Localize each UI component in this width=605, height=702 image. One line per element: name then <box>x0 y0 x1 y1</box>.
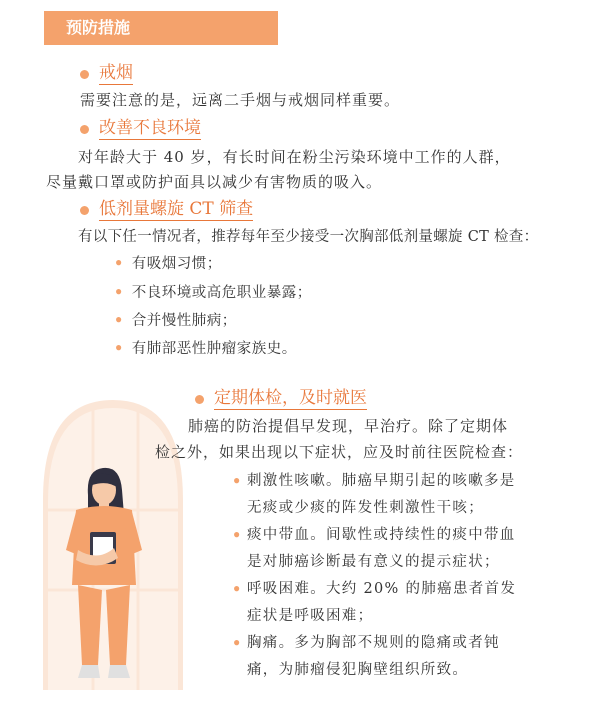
heading-ct-screening <box>80 199 253 221</box>
list-item: • 合并慢性肺病； <box>114 312 237 329</box>
heading-text: 改善不良环境 <box>99 118 201 138</box>
paragraph-checkup-line2: 检之外，如果出现以下症状，应及时前往医院检查： <box>155 443 524 461</box>
heading-text: 低剂量螺旋 CT 筛查 <box>99 199 254 219</box>
symptom-item: • 呼吸困难。大约 20% 的肺癌患者首发 症状是呼吸困难； <box>247 576 516 630</box>
heading-text: 定期体检，及时就医 <box>214 388 367 408</box>
bullet-dot-icon: • <box>232 581 243 598</box>
paragraph-checkup-line1: 肺癌的防治提倡早发现，早治疗。除了定期体 <box>188 417 509 435</box>
bullet-dot-icon <box>80 125 89 134</box>
list-item: • 有肺部恶性肿瘤家族史。 <box>114 340 297 357</box>
section-header-bar <box>44 11 278 45</box>
heading-quit-smoking <box>80 63 133 85</box>
heading-checkup <box>195 388 367 410</box>
bullet-dot-icon <box>80 70 89 79</box>
paragraph-ct-screening: 有以下任一情况者，推荐每年至少接受一次胸部低剂量螺旋 CT 检查： <box>78 229 539 245</box>
nurse-illustration <box>38 390 188 690</box>
symptom-item: • 刺激性咳嗽。肺癌早期引起的咳嗽多是 无痰或少痰的阵发性刺激性干咳； <box>247 468 516 522</box>
bullet-dot-icon: • <box>232 473 243 490</box>
bullet-dot-icon <box>195 395 204 404</box>
bullet-dot-icon <box>80 206 89 215</box>
symptom-item: • 胸痛。多为胸部不规则的隐痛或者钝 痛，为肺瘤侵犯胸壁组织所致。 <box>247 630 500 684</box>
paragraph-environment-line2: 尽量戴口罩或防护面具以减少有害物质的吸入。 <box>46 173 383 191</box>
bullet-dot-icon: • <box>232 635 243 652</box>
paragraph-quit-smoking: 需要注意的是，远离二手烟与戒烟同样重要。 <box>80 91 401 109</box>
symptom-item: • 痰中带血。间歇性或持续性的痰中带血 是对肺癌诊断最有意义的提示症状； <box>247 522 516 576</box>
heading-text: 戒烟 <box>99 63 133 83</box>
heading-environment <box>80 118 201 140</box>
section-title: 预防措施 <box>66 18 131 37</box>
list-item: • 有吸烟习惯； <box>114 255 222 272</box>
paragraph-environment-line1: 对年龄大于 40 岁，有长时间在粉尘污染环境中工作的人群， <box>78 148 511 166</box>
bullet-dot-icon: • <box>232 527 243 544</box>
list-item: • 不良环境或高危职业暴露； <box>114 284 312 301</box>
